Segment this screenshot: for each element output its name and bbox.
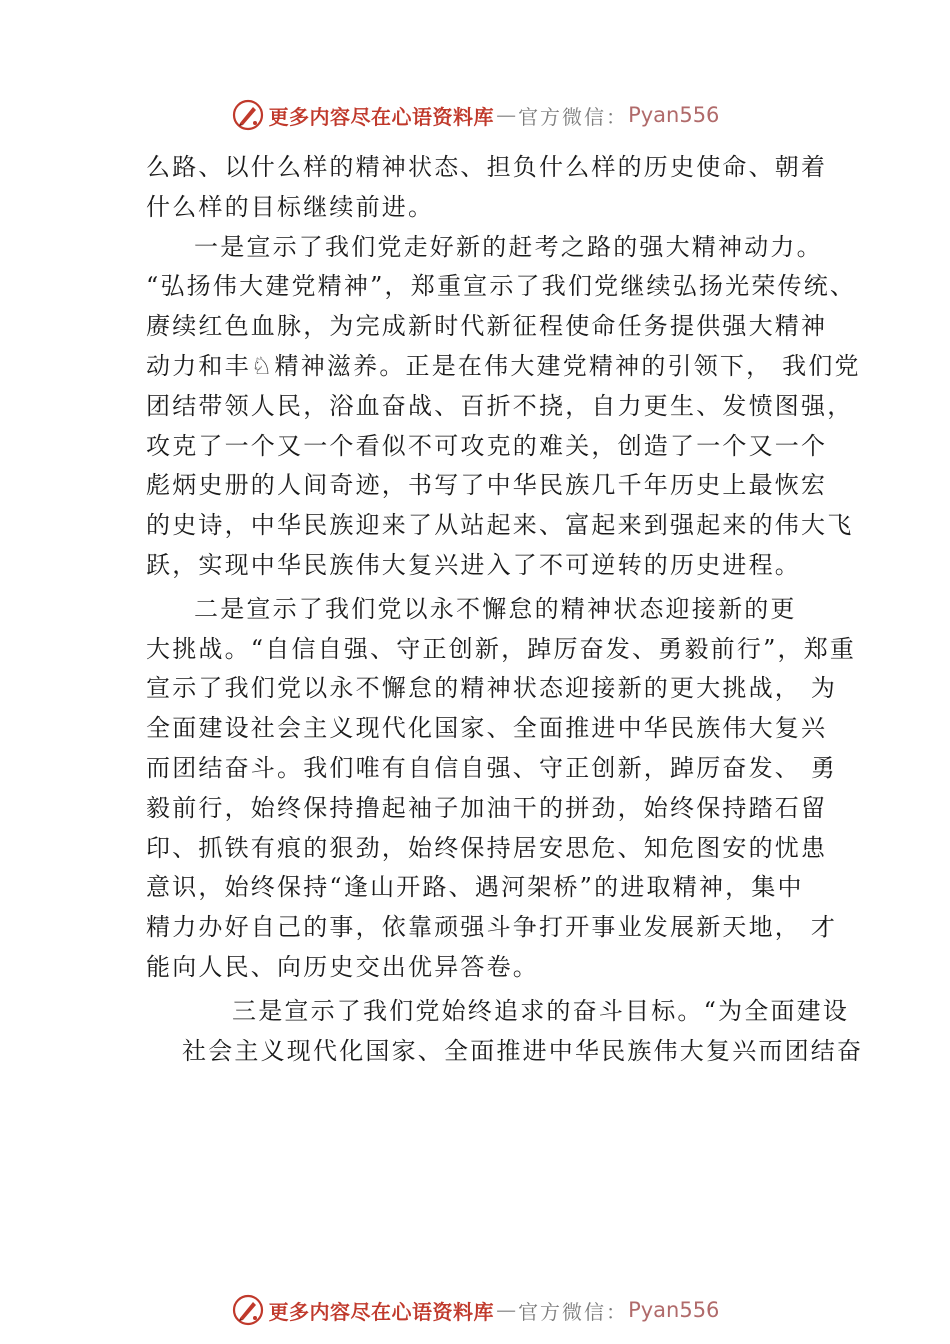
text-line: 动力和丰♘精神滋养。正是在伟大建党精神的引领下， 我们党 <box>146 351 861 380</box>
text-line: 毅前行，始终保持撸起袖子加油干的拼劲，始终保持踏石留 <box>146 793 828 822</box>
banner-wechat-label: 官方微信： <box>518 104 629 129</box>
text-line: 而团结奋斗。我们唯有自信自强、守正创新，踔厉奋发、 勇 <box>146 753 838 782</box>
footer-watermark-banner <box>0 1290 950 1330</box>
text-line: 么路、以什么样的精神状态、担负什么样的历史使命、朝着 <box>146 153 828 181</box>
text-line: 的史诗，中华民族迎来了从站起来、富起来到强起来的伟大飞 <box>146 511 854 540</box>
document-body <box>146 148 864 1071</box>
text-line: “弘扬伟大建党精神”，郑重宣示了我们党继续弘扬光荣传统、 <box>146 272 857 301</box>
text-line: 印、抓铁有痕的狠劲，始终保持居安思危、知危图安的忧患 <box>146 833 828 862</box>
quill-logo-icon <box>231 98 265 132</box>
header-watermark-banner <box>0 95 950 135</box>
text-line: 跃，实现中华民族伟大复兴进入了不可逆转的历史进程。 <box>146 550 801 579</box>
quill-logo-icon <box>231 1293 265 1327</box>
banner-brand-text: 更多内容尽在心语资料库 <box>268 104 495 129</box>
text-line: 一是宣示了我们党走好新的赶考之路的强大精神动力。 <box>194 232 823 261</box>
text-line: 大挑战。“自信自强、守正创新，踔厉奋发、勇毅前行”，郑重 <box>146 634 857 663</box>
text-line: 能向人民、向历史交出优异答卷。 <box>146 952 539 981</box>
text-line: 二是宣示了我们党以永不懈怠的精神状态迎接新的更 <box>194 594 797 623</box>
text-line: 什么样的目标继续前进。 <box>146 192 435 221</box>
text-line: 团结带领人民，浴血奋战、百折不挠，自力更生、发愤图强， <box>146 391 854 420</box>
text-line: 攻克了一个又一个看似不可攻克的难关，创造了一个又一个 <box>146 431 828 460</box>
text-line: 精力办好自己的事，依靠顽强斗争打开事业发展新天地， 才 <box>146 913 838 942</box>
text-line: 彪炳史册的人间奇迹，书写了中华民族几千年历史上最恢宏 <box>146 471 828 500</box>
text-line: 全面建设社会主义现代化国家、全面推进中华民族伟大复兴 <box>146 714 828 743</box>
text-line: 赓续红色血脉，为完成新时代新征程使命任务提供强大精神 <box>146 312 828 341</box>
banner-wechat-label: 官方微信： <box>518 1299 629 1324</box>
banner-dash: — <box>496 103 517 127</box>
banner-dash: — <box>496 1298 517 1322</box>
text-line: 三是宣示了我们党始终追求的奋斗目标。“为全面建设 <box>232 996 850 1025</box>
text-line: 宣示了我们党以永不懈怠的精神状态迎接新的更大挑战， 为 <box>146 674 838 703</box>
banner-brand-text: 更多内容尽在心语资料库 <box>268 1299 495 1324</box>
text-line: 意识，始终保持“逢山开路、遇河架桥”的进取精神，集中 <box>146 873 804 902</box>
banner-wechat-id: Pyan556 <box>628 1298 720 1322</box>
banner-wechat-id: Pyan556 <box>628 103 720 127</box>
text-line: 社会主义现代化国家、全面推进中华民族伟大复兴而团结奋 <box>182 1036 864 1065</box>
